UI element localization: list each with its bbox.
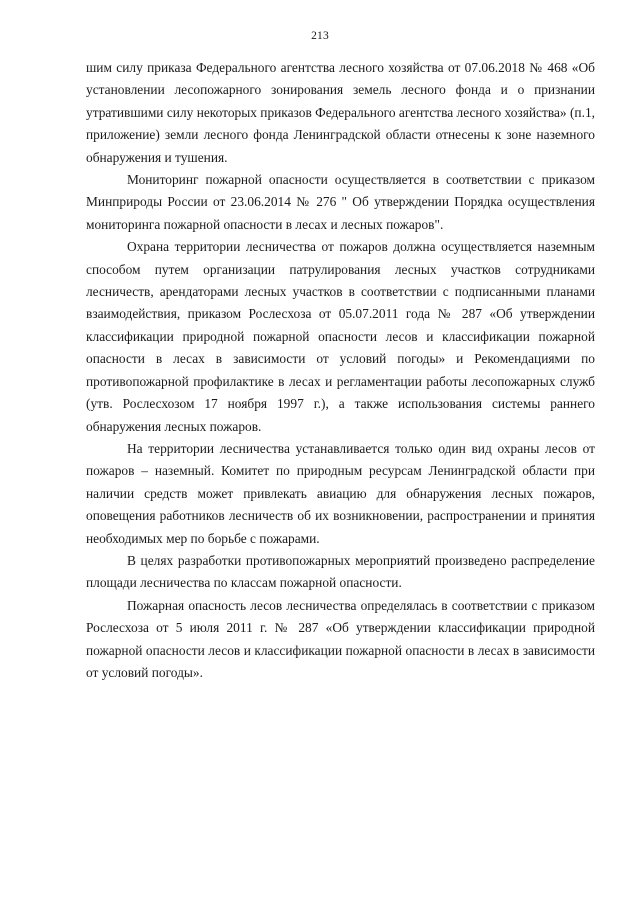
- paragraph-fire-classes: В целях разработки противопожарных мероприятий произведено распределение площади лесничества по классам пожарной опасности.: [86, 552, 595, 591]
- paragraph-fire-danger: Пожарная опасность лесов лесничества определялась в соответствии с приказом Рослесхоза от 5 июля 2011 г. № 287 «Об утверждении классификации природной пожарной опасности лесов и классификации пожарной опасности в лесах в зависимости от условий погоды».: [86, 597, 595, 680]
- paragraph-ground-protection: На территории лесничества устанавливается только один вид охраны лесов от пожаров – наземный. Комитет по природным ресурсам Ленинградской области при наличии средств может привлекать авиацию для обнаружения лесных пожаров, оповещения работников лесничеств об их возникновении, распространении и принятия необходимых мер по борьбе с пожарами.: [86, 440, 595, 546]
- page-number: 213: [311, 30, 329, 42]
- paragraph-monitoring: Мониторинг пожарной опасности осуществляется в соответствии с приказом Минприроды России от 23.06.2014 № 276 " Об утверждении Порядка осуществления мониторинга пожарной опасности в лесах и лесных пожаров".: [86, 172, 595, 232]
- paragraph-continuation: шим силу приказа Федерального агентства лесного хозяйства от 07.06.2018 № 468 «Об установлении лесопожарного зонирования земель лесного фонда и о признании утратившими силу некоторых приказов Федерального агентства лесного хозяйства» (п.1, приложение) земли лесного фонда Ленинградской области отнесены к зоне наземного обнаружения и тушения.: [86, 60, 595, 165]
- document-body: [86, 57, 595, 684]
- paragraph-protection: Охрана территории лесничества от пожаров должна осуществляется наземным способом путем организации патрулирования лесных участков сотрудниками лесничеств, арендаторами лесных участков в соответствии с подписанными планами взаимодействия, приказом Рослесхоза от 05.07.2011 года № 287 «Об утверждении классификации природной пожарной опасности лесов и классификации пожарной опасности в лесах в зависимости от условий погоды» и Рекомендациями по противопожарной профилактике в лесах и регламентации работы лесопожарных служб (утв. Рослесхозом 17 ноября 1997 г.), а также использования системы раннего обнаружения лесных пожаров.: [86, 239, 595, 434]
